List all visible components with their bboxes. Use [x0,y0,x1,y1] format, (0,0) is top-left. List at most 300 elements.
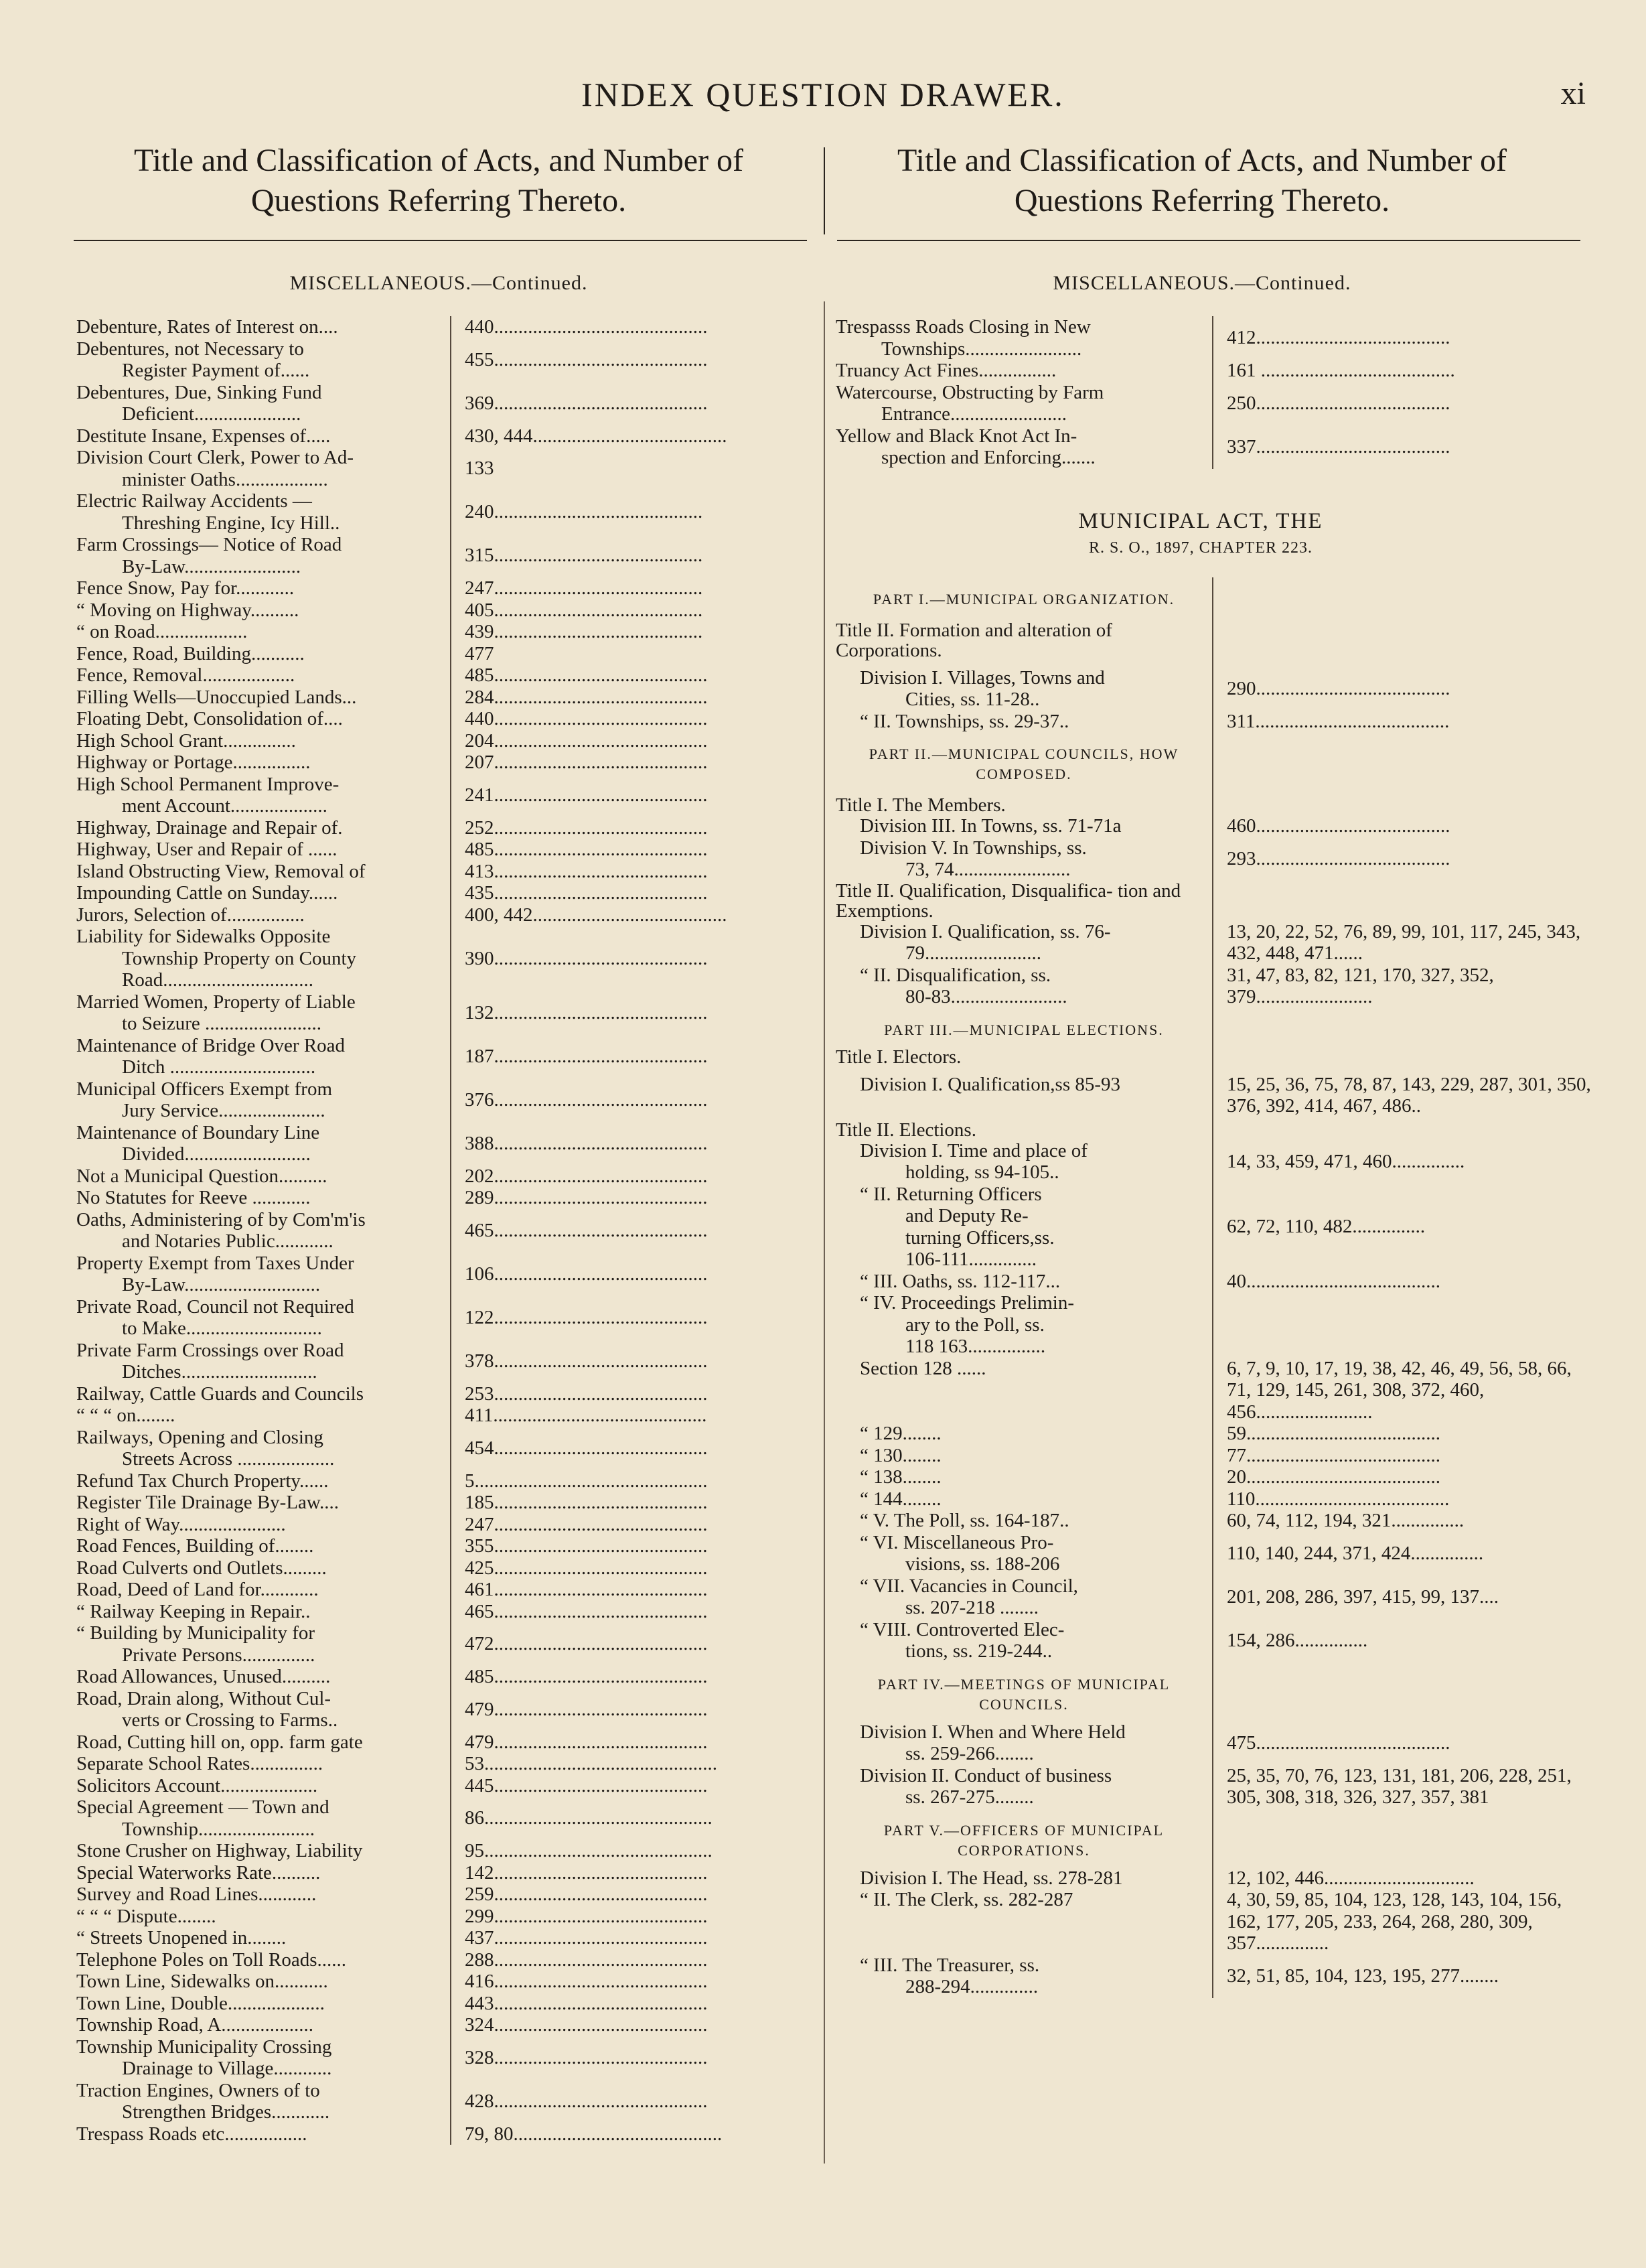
entry-subject-line: Townships........................ [881,338,1082,360]
index-entry [836,1423,1592,1445]
title-heading: Title II. Qualification, Disqualifica- tion and Exemptions. [836,881,1213,921]
entry-question-numbers: 454............................................ [465,1437,708,1459]
part4-rows [836,1721,1592,1809]
index-entry [76,861,820,883]
entry-subject [76,2080,451,2123]
index-entry [836,1510,1592,1532]
entry-subject [76,1840,451,1862]
entry-subject-line: Trespasss Roads Closing in New [836,316,1091,338]
entry-subject-line: Yellow and Black Knot Act In- [836,425,1077,447]
entry-subject-line: “ VIII. Controverted Elec- [860,1618,1065,1640]
entry-subject [836,1721,1213,1765]
entry-subject-line: Threshing Engine, Icy Hill.. [122,512,340,534]
entry-subject [76,338,451,382]
index-entry [76,621,820,643]
entry-subject-line: Town Line, Sidewalks on........... [76,1971,328,1992]
index-entry [76,338,820,382]
entry-subject [836,1271,1213,1293]
entry-subject [76,447,451,490]
entry-question-numbers: 62, 72, 110, 482............... [1227,1216,1426,1238]
entry-subject-line: Debenture, Rates of Interest on.... [76,316,338,338]
entry-subject [76,1078,451,1122]
entry-subject-line: Township Municipality Crossing [76,2036,332,2058]
entry-subject [836,1510,1213,1532]
entry-subject [76,1906,451,1928]
entry-question-numbers: 479............................................ [465,1698,708,1720]
entry-subject [76,1122,451,1165]
entry-subject-line: Register Tile Drainage By-Law.... [76,1492,339,1513]
right-index-column [836,316,1592,1998]
entry-question-numbers: 437............................................ [465,1927,708,1948]
entry-subject-line: Jurors, Selection of................ [76,904,305,926]
entry-subject-line: Fence, Road, Building........... [76,642,305,664]
entry-question-numbers: 14, 33, 459, 471, 460............... [1227,1150,1465,1172]
index-entry [76,1971,820,1993]
entry-question-numbers: 413............................................ [465,860,708,882]
entry-subject [836,667,1213,711]
entry-subject-line: Deficient...................... [122,403,301,425]
index-entry [836,1955,1592,1998]
entry-subject [76,1622,451,1666]
entry-subject-line: Section 128 ...... [860,1357,986,1379]
entry-question-numbers: 12, 102, 446............................... [1227,1867,1475,1889]
entry-subject-line: holding, ss 94-105.. [905,1161,1059,1183]
entry-subject-line: “ Building by Municipality for [76,1622,315,1644]
index-entry [76,534,820,577]
title-heading: Title I. The Members. [836,791,1213,815]
entry-subject-line: Railway, Cattle Guards and Councils [76,1383,364,1405]
header-rule-left [74,240,807,241]
entry-question-numbers: 411............................................ [465,1405,707,1426]
index-entry [76,1427,820,1470]
index-entry [76,1253,820,1296]
index-entry [76,2014,820,2036]
entry-subject-line: 288-294.............. [905,1976,1039,1997]
entry-subject-line: Streets Across .................... [122,1448,335,1470]
index-entry [76,991,820,1035]
entry-subject [76,1535,451,1557]
entry-question-numbers: 110, 140, 244, 371, 424............... [1227,1542,1484,1564]
entry-question-numbers: 284............................................ [465,686,708,708]
index-entry [76,1209,820,1253]
index-entry [76,2123,820,2145]
entry-subject [76,687,451,709]
index-entry [76,577,820,599]
entry-subject [76,991,451,1035]
entry-subject-line: and Notaries Public............ [122,1230,333,1252]
entry-subject-line: “ II. Townships, ss. 29-37.. [860,710,1069,732]
entry-question-numbers: 299............................................ [465,1905,708,1927]
index-entry [76,708,820,730]
entry-subject-line: Oaths, Administering of by Com'm'is [76,1208,366,1230]
entry-subject [76,1666,451,1688]
index-entry [76,1601,820,1623]
entry-question-numbers: 207............................................ [465,752,708,773]
entry-subject [76,621,451,643]
entry-subject-line: “ III. The Treasurer, ss. [860,1954,1040,1976]
index-entry [76,1340,820,1383]
index-entry [836,1765,1592,1809]
entry-question-numbers: 435............................................ [465,882,708,904]
part1-rows [836,667,1592,733]
entry-subject-line: Township Property on County [122,947,356,969]
entry-question-numbers: 95............................................... [465,1840,713,1861]
column-title-line: Title and Classification of Acts, and Number of [133,143,744,178]
entry-subject-line: “ II. Returning Officers [860,1183,1042,1205]
index-entry [76,1535,820,1557]
index-entry [76,1753,820,1775]
entry-subject-line: Special Waterworks Rate.......... [76,1861,321,1884]
part-heading: PART II.—MUNICIPAL COUNCILS, HOW COMPOSED. [836,732,1213,791]
entry-subject [76,1557,451,1579]
entry-question-numbers: 31, 47, 83, 82, 121, 170, 327, 352, 379........................ [1227,964,1494,1007]
entry-subject-line: Ditch .............................. [122,1056,316,1078]
entry-question-numbers: 460........................................ [1227,815,1450,837]
entry-subject [76,316,451,338]
entry-subject-line: visions, ss. 188-206 [905,1553,1060,1575]
index-entry [836,1466,1592,1488]
index-entry [76,1405,820,1427]
part5-rows [836,1867,1592,1998]
entry-subject [76,839,451,861]
entry-subject-line: Jury Service...................... [122,1100,325,1121]
entry-subject [76,1165,451,1188]
entry-subject-line: Railways, Opening and Closing [76,1426,323,1448]
index-entry [76,1862,820,1884]
index-entry [76,687,820,709]
part2-rows-qualification [836,921,1592,1008]
entry-question-numbers: 376............................................ [465,1088,708,1111]
entry-subject-line: Road, Deed of Land for............ [76,1579,319,1600]
entry-question-numbers: 440............................................ [465,316,708,338]
entry-subject [836,1140,1213,1184]
entry-subject-line: Road Fences, Building of........ [76,1535,314,1557]
entry-subject-line: “ “ “ on........ [76,1405,175,1426]
entry-question-numbers: 201, 208, 286, 397, 415, 99, 137.... [1227,1585,1499,1608]
entry-subject-line: Traction Engines, Owners of to [76,2079,320,2101]
entry-subject-line: Solicitors Account.................... [76,1774,318,1796]
entry-subject [76,1296,451,1340]
entry-subject-line: Divided.......................... [122,1143,311,1165]
entry-question-numbers: 110........................................ [1227,1488,1450,1510]
index-entry [836,1184,1592,1271]
entry-subject [76,1775,451,1797]
index-entry [836,1358,1592,1423]
entry-question-numbers: 252............................................ [465,817,708,839]
part2-rows-members [836,815,1592,881]
entry-question-numbers: 461............................................ [465,1579,708,1600]
part-heading: PART IV.—MEETINGS OF MUNICIPAL COUNCILS. [836,1662,1213,1721]
entry-subject [76,1688,451,1731]
entry-subject-line: Right of Way...................... [76,1513,286,1535]
entry-subject-line: Division I. Villages, Towns and [860,666,1105,689]
index-entry [76,1383,820,1405]
index-entry [76,926,820,991]
entry-subject [836,1765,1213,1809]
entry-subject [76,1035,451,1078]
entry-question-numbers: 253............................................ [465,1383,708,1405]
index-entry [836,1292,1592,1358]
entry-question-numbers: 20........................................ [1227,1466,1440,1488]
entry-subject [76,1383,451,1405]
entry-subject [76,534,451,577]
index-entry [836,1488,1592,1510]
entry-subject [76,708,451,730]
entry-question-numbers: 425............................................ [465,1557,708,1579]
index-entry [76,425,820,447]
index-entry [76,1187,820,1209]
entry-subject [836,1867,1213,1890]
entry-subject [76,1796,451,1840]
entry-subject-line: Highway or Portage................ [76,752,311,773]
entry-question-numbers: 416............................................ [465,1971,708,1992]
entry-subject-line: Road............................... [122,969,313,991]
entry-subject-line: ss. 207-218 ........ [905,1597,1039,1618]
entry-subject [76,1993,451,2015]
title-heading: Title II. Formation and alteration of Corporations. [836,616,1213,667]
entry-subject [76,1731,451,1754]
entry-subject-line: “ VI. Miscellaneous Pro- [860,1531,1054,1553]
entry-subject-line: High School Permanent Improve- [76,773,340,795]
entry-question-numbers: 241............................................ [465,784,708,806]
entry-subject-line: Private Road, Council not Required [76,1295,354,1318]
entry-subject-line: “ VII. Vacancies in Council, [860,1575,1078,1597]
entry-subject-line: Highway, Drainage and Repair of. [76,817,343,839]
entry-subject-line: Municipal Officers Exempt from [76,1078,332,1100]
entry-subject-line: Floating Debt, Consolidation of.... [76,708,343,729]
entry-question-numbers: 142............................................ [465,1861,708,1884]
entry-question-numbers: 32, 51, 85, 104, 123, 195, 277........ [1227,1965,1499,1987]
column-title-line: Questions Referring Thereto. [250,183,627,218]
entry-subject-line: Farm Crossings— Notice of Road [76,534,342,555]
entry-subject [76,577,451,599]
entry-subject-line: Division I. The Head, ss. 278-281 [860,1867,1123,1889]
entry-subject [836,382,1213,425]
index-entry [76,904,820,926]
entry-question-numbers: 324............................................ [465,2014,708,2036]
entry-subject-line: Division V. In Townships, ss. [860,837,1087,859]
entry-question-numbers: 13, 20, 22, 52, 76, 89, 99, 101, 117, 245, 343, 432, 448, 471...... [1227,920,1581,964]
entry-question-numbers: 311........................................ [1227,710,1450,732]
entry-question-numbers: 443............................................ [465,1992,708,2014]
entry-subject-line: tions, ss. 219-244.. [905,1640,1053,1662]
index-entry [76,1796,820,1840]
index-entry [76,1492,820,1514]
index-entry [836,425,1592,469]
entry-question-numbers: 106............................................ [465,1263,708,1285]
entry-subject-line: 80-83........................ [905,986,1067,1007]
entry-subject [76,926,451,991]
entry-subject [836,837,1213,881]
entry-question-numbers: 161 ........................................ [1227,360,1455,381]
index-entry [836,316,1592,360]
entry-subject-line: Strengthen Bridges............ [122,2101,330,2123]
index-entry [76,382,820,425]
index-entry [76,1557,820,1579]
section-heading-left: MISCELLANEOUS.—Continued. [289,272,588,294]
title-heading: Title II. Elections. [836,1117,1213,1140]
entry-question-numbers: 390............................................ [465,947,708,969]
entry-question-numbers: 428............................................ [465,2090,708,2112]
entry-question-numbers: 475........................................ [1227,1731,1450,1754]
entry-question-numbers: 247........................................... [465,577,703,599]
index-entry [76,1296,820,1340]
index-entry [836,1532,1592,1575]
entry-subject [836,360,1213,382]
entry-question-numbers: 133 [465,457,494,480]
entry-subject-line: Maintenance of Bridge Over Road [76,1034,346,1056]
entry-subject-line: Debentures, Due, Sinking Fund [76,381,322,403]
entry-question-numbers: 247............................................ [465,1513,708,1535]
entry-question-numbers: 445............................................ [465,1774,708,1796]
entry-subject [76,730,451,752]
index-entry [836,1074,1592,1117]
entry-subject-line: Town Line, Double.................... [76,1992,325,2014]
entry-subject [76,752,451,774]
entry-question-numbers: 250........................................ [1227,392,1450,414]
entry-subject-line: ary to the Poll, ss. [905,1314,1045,1336]
entry-question-numbers: 405........................................... [465,599,703,621]
left-index-column [76,316,820,2145]
index-entry [836,1619,1592,1662]
header-rule-right [837,240,1580,241]
entry-subject-line: Highway, User and Repair of ...... [76,839,338,860]
entry-question-numbers: 202............................................ [465,1165,708,1187]
index-entry [76,774,820,817]
entry-subject-line: Ditches............................ [122,1361,317,1383]
entry-question-numbers: 15, 25, 36, 75, 78, 87, 143, 229, 287, 301, 350, 376, 392, 414, 467, 486.. [1227,1073,1591,1117]
entry-question-numbers: 185............................................ [465,1492,708,1513]
entry-question-numbers: 378............................................ [465,1350,708,1372]
title-divider [824,147,825,234]
entry-question-numbers: 485............................................ [465,1666,708,1687]
entry-question-numbers: 439........................................... [465,621,703,642]
entry-subject-line: Private Farm Crossings over Road [76,1339,344,1361]
entry-subject-line: Watercourse, Obstructing by Farm [836,381,1104,403]
entry-question-numbers: 472............................................ [465,1633,708,1655]
entry-subject-line: ss. 267-275........ [905,1786,1034,1808]
index-entry [836,815,1592,837]
index-entry [76,1906,820,1928]
entry-question-numbers: 465............................................ [465,1600,708,1622]
entry-subject-line: By-Law............................ [122,1274,321,1295]
entry-subject [836,1445,1213,1467]
index-entry [76,316,820,338]
entry-subject [76,882,451,904]
entry-question-numbers: 154, 286............... [1227,1629,1368,1651]
misc-continued-list [836,316,1592,469]
entry-subject-line: spection and Enforcing....... [881,447,1096,468]
entry-subject [76,1884,451,1906]
index-entry [76,1470,820,1492]
column-title-right [837,141,1567,221]
entry-question-numbers: 337........................................ [1227,435,1450,457]
entry-question-numbers: 77........................................ [1227,1444,1440,1466]
entry-subject-line: “ 144........ [860,1488,942,1510]
entry-question-numbers: 25, 35, 70, 76, 123, 131, 181, 206, 228, 251, 305, 308, 318, 326, 327, 357, 381 [1227,1764,1572,1808]
entry-subject-line: Liability for Sidewalks Opposite [76,926,331,947]
index-entry [836,1575,1592,1619]
entry-question-numbers: 388............................................ [465,1132,708,1154]
entry-subject-line: Separate School Rates............... [76,1753,323,1774]
index-entry [836,1889,1592,1955]
entry-subject-line: Filling Wells—Unoccupied Lands... [76,686,357,708]
index-entry [76,599,820,622]
index-entry [76,1622,820,1666]
entry-subject [836,1889,1213,1955]
entry-subject [76,382,451,425]
index-entry [76,1840,820,1862]
index-entry [836,1721,1592,1765]
entry-subject-line: minister Oaths................... [122,468,328,490]
entry-subject-line: Property Exempt from Taxes Under [76,1252,354,1274]
entry-subject-line: Division I. Qualification,ss 85-93 [860,1073,1121,1095]
entry-subject-line: to Make............................ [122,1318,322,1339]
entry-subject-line: Trespass Roads etc................. [76,2123,307,2145]
entry-subject-line: Stone Crusher on Highway, Liability [76,1840,363,1861]
index-entry [76,1122,820,1165]
entry-subject-line: and Deputy Re- [905,1205,1029,1226]
entry-subject-line: Division II. Conduct of business [860,1764,1112,1786]
entry-subject [836,1423,1213,1445]
entry-question-numbers: 479............................................ [465,1731,708,1753]
municipal-act-heading: MUNICIPAL ACT, THE [1078,508,1323,533]
section-heading-right: MISCELLANEOUS.—Continued. [1053,272,1351,294]
index-entry [76,1884,820,1906]
entry-subject-line: “ V. The Poll, ss. 164-187.. [860,1510,1069,1531]
index-entry [76,730,820,752]
entry-subject [836,965,1213,1008]
column-title-line: Title and Classification of Acts, and Number of [897,143,1507,178]
entry-subject-line: Debentures, not Necessary to [76,338,304,360]
entry-subject-line: ment Account.................... [122,795,327,817]
entry-subject [76,1253,451,1296]
entry-subject-line: Destitute Insane, Expenses of..... [76,425,331,447]
index-entry [76,643,820,665]
entry-subject-line: Truancy Act Fines................ [836,360,1057,381]
entry-subject [76,1601,451,1623]
entry-subject [76,1470,451,1492]
entry-subject-line: Register Payment of...... [122,360,310,381]
entry-subject [836,1466,1213,1488]
entry-subject [836,1292,1213,1358]
entry-subject-line: “ II. The Clerk, ss. 282-287 [860,1889,1073,1910]
entry-question-numbers: 485............................................ [465,664,708,686]
column-title-left [74,141,804,221]
entry-question-numbers: 5................................................ [465,1470,708,1492]
entry-subject [76,643,451,665]
entry-subject-line: Married Women, Property of Liable [76,991,356,1013]
entry-question-numbers: 369............................................ [465,392,708,414]
entry-question-numbers: 289............................................ [465,1187,708,1208]
entry-question-numbers: 485............................................ [465,839,708,860]
entry-subject-line: to Seizure ........................ [122,1013,322,1034]
entry-subject-line: Not a Municipal Question.......... [76,1165,327,1187]
entry-question-numbers: 122............................................ [465,1306,708,1328]
entry-question-numbers: 132............................................ [465,1001,708,1023]
entry-question-numbers: 293........................................ [1227,847,1450,869]
index-entry [836,1271,1592,1293]
index-entry [76,2080,820,2123]
entry-subject-line: 106-111.............. [905,1249,1037,1270]
entry-subject-line: Island Obstructing View, Removal of [76,860,366,882]
entry-subject [836,1358,1213,1423]
entry-question-numbers: 6, 7, 9, 10, 17, 19, 38, 42, 46, 49, 56, 58, 66, 71, 129, 145, 261, 308, 372, 460, 456........................ [1227,1357,1572,1423]
entry-subject [836,1488,1213,1510]
entry-subject [836,316,1213,360]
entry-subject [76,1405,451,1427]
index-entry [836,667,1592,711]
